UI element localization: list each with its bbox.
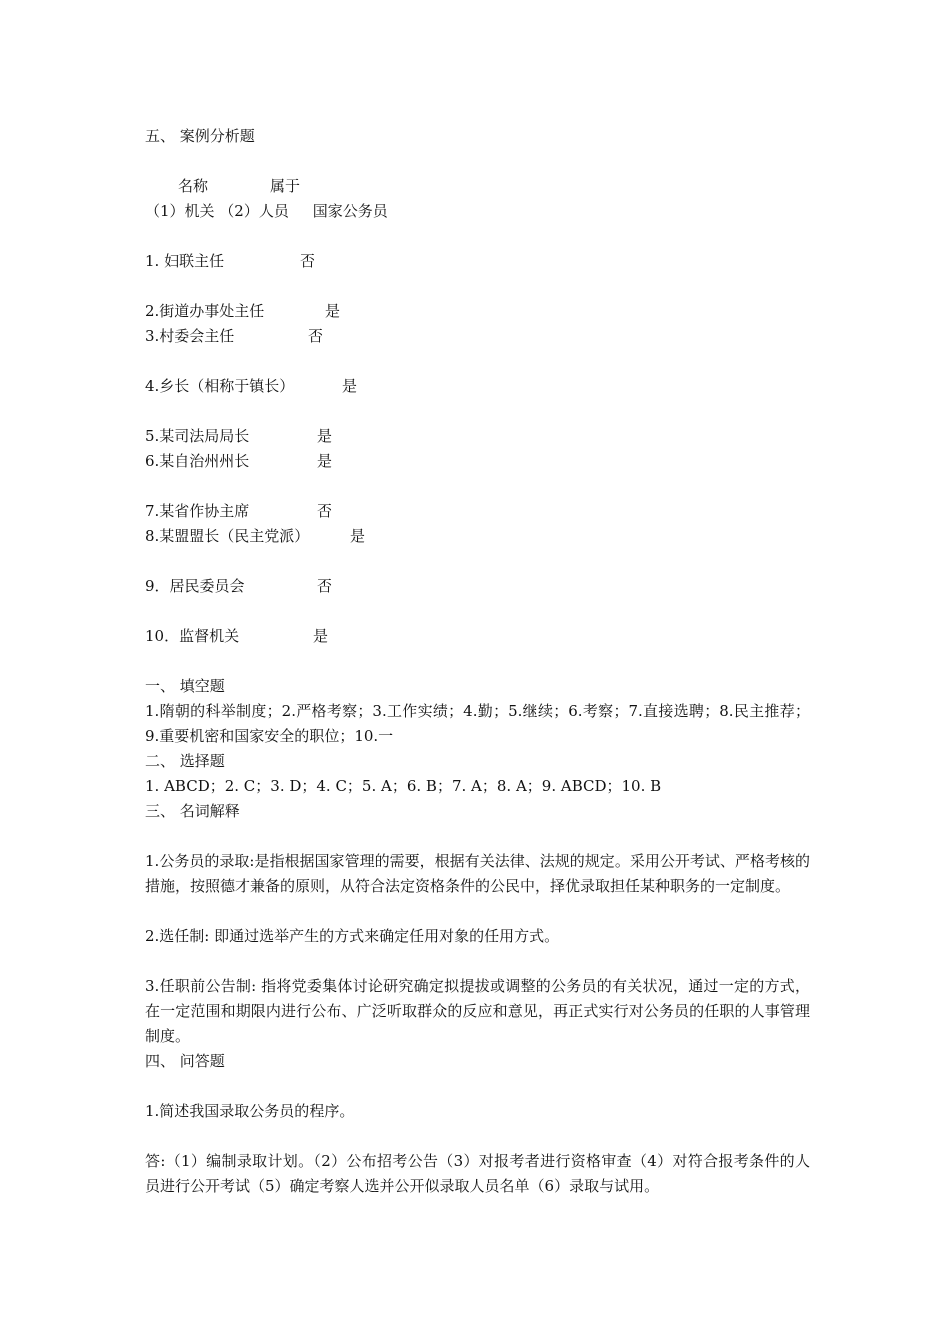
case-row-value: 是 bbox=[317, 452, 333, 470]
essay-question: 1.简述我国录取公务员的程序。 bbox=[145, 1102, 355, 1120]
header-belongs: 属于 bbox=[270, 177, 301, 195]
case-row-value: 是 bbox=[313, 627, 329, 645]
case-row bbox=[145, 499, 810, 524]
case-row-label: 7.某省作协主席 bbox=[145, 502, 250, 520]
case-row-label: 5.某司法局局长 bbox=[145, 427, 250, 445]
case-row-label: 10．监督机关 bbox=[145, 627, 240, 645]
case-row-value: 否 bbox=[317, 502, 333, 520]
case-row bbox=[145, 524, 810, 549]
case-row bbox=[145, 449, 810, 474]
case-row-value: 是 bbox=[325, 302, 341, 320]
document-page bbox=[145, 124, 810, 1199]
case-row-value: 是 bbox=[342, 377, 358, 395]
case-row-label: 1. 妇联主任 bbox=[145, 252, 225, 270]
choice-answers: 1. ABCD；2. C；3. D；4. C；5. A；6. B；7. A；8. A；9. ABCD；10. B bbox=[145, 777, 662, 795]
term-definition: 3.任职前公告制: 指将党委集体讨论研究确定拟提拔或调整的公务员的有关状况，通过一定的方式，在一定范围和期限内进行公布、广泛听取群众的反应和意见，再正式实行对公务员的任职的人事管理制度。 bbox=[145, 977, 810, 1045]
section4-title: 四、 问答题 bbox=[145, 1052, 225, 1070]
case-row-label: 2.街道办事处主任 bbox=[145, 302, 265, 320]
fill-blank-answers: 1.隋朝的科举制度；2.严格考察；3.工作实绩；4.勤；5.继续；6.考察；7.直接选聘；8.民主推荐；9.重要机密和国家安全的职位；10.一 bbox=[145, 702, 810, 745]
case-row bbox=[145, 574, 810, 599]
table-subheader: （1）机关 （2）人员 国家公务员 bbox=[145, 202, 388, 220]
section1-title: 一、 填空题 bbox=[145, 677, 225, 695]
case-row-label: 4.乡长（相称于镇长） bbox=[145, 377, 295, 395]
case-row bbox=[145, 624, 810, 649]
case-row bbox=[145, 299, 810, 324]
header-name: 名称 bbox=[178, 177, 209, 195]
case-row-label: 9．居民委员会 bbox=[145, 577, 245, 595]
case-row bbox=[145, 374, 810, 399]
case-row-value: 否 bbox=[317, 577, 333, 595]
case-row-label: 6.某自治州州长 bbox=[145, 452, 250, 470]
essay-answer: 答:（1）编制录取计划。（2）公布招考公告（3）对报考者进行资格审查（4）对符合报考条件的人员进行公开考试（5）确定考察人选并公开似录取人员名单（6）录取与试用。 bbox=[145, 1152, 810, 1195]
case-row-value: 否 bbox=[300, 252, 316, 270]
term-definition: 1.公务员的录取:是指根据国家管理的需要，根据有关法律、法规的规定。采用公开考试、严格考核的措施，按照德才兼备的原则，从符合法定资格条件的公民中，择优录取担任某种职务的一定制度。 bbox=[145, 852, 810, 895]
term-definition: 2.选任制: 即通过选举产生的方式来确定任用对象的任用方式。 bbox=[145, 927, 560, 945]
section2-title: 二、 选择题 bbox=[145, 752, 225, 770]
case-row bbox=[145, 424, 810, 449]
case-row-value: 是 bbox=[317, 427, 333, 445]
section3-title: 三、 名词解释 bbox=[145, 802, 240, 820]
case-row-label: 8.某盟盟长（民主党派） bbox=[145, 527, 310, 545]
case-row-value: 否 bbox=[308, 327, 324, 345]
case-row-value: 是 bbox=[350, 527, 366, 545]
case-row bbox=[145, 324, 810, 349]
section5-title: 五、 案例分析题 bbox=[145, 127, 255, 145]
table-header bbox=[145, 174, 810, 199]
case-row bbox=[145, 249, 810, 274]
case-row-label: 3.村委会主任 bbox=[145, 327, 235, 345]
